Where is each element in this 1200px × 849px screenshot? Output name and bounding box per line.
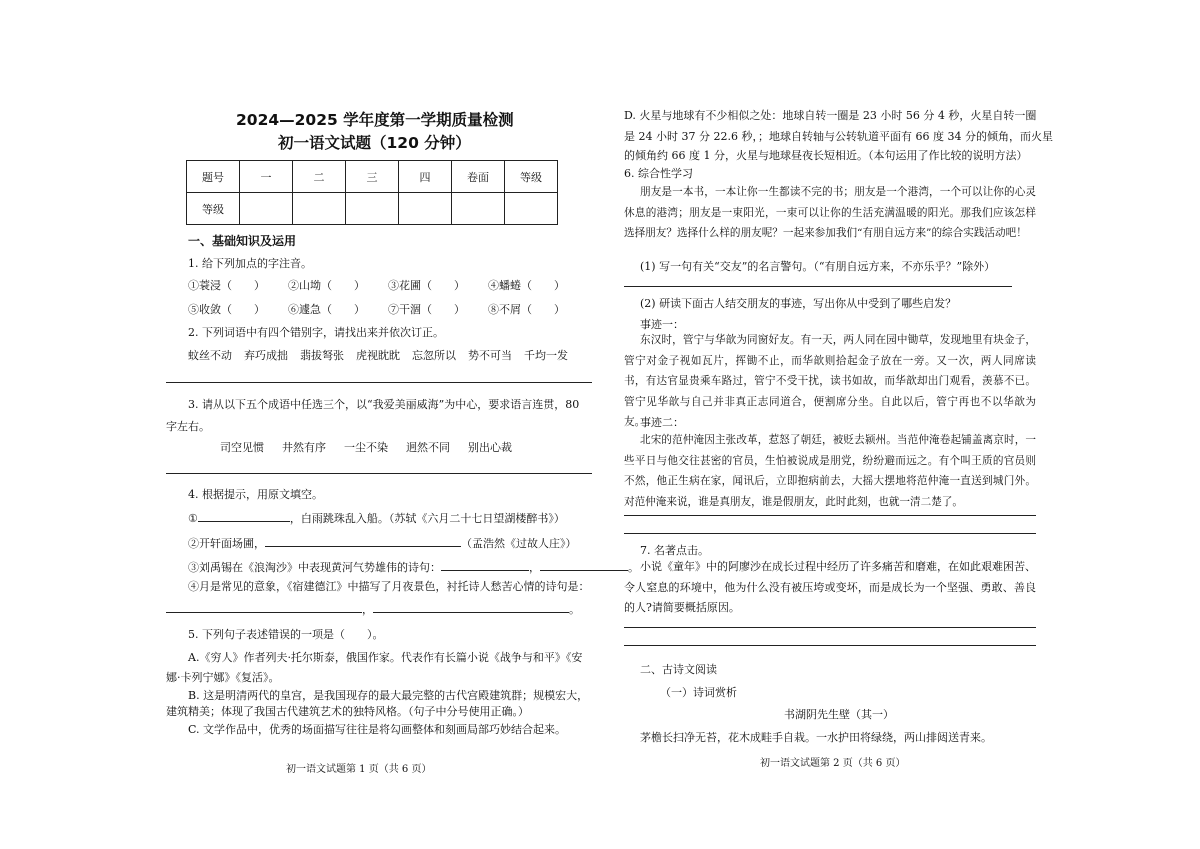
pinyin-item[interactable]: ⑤收敛（ ） — [188, 303, 265, 316]
idiom-item: 迥然不同 — [406, 441, 450, 454]
fill-blank[interactable] — [540, 559, 628, 571]
word-item: 虎视眈眈 — [356, 349, 400, 362]
question-3-stem: 3. 请从以下五个成语中任选三个，以“我爱美丽威海”为中心，要求语言连贯，80 — [188, 398, 580, 411]
question-4-stem: 4. 根据提示，用原文填空。 — [188, 488, 323, 501]
option-d: D. 火星与地球有不少相似之处：地球自转一圈是 23 小时 56 分 4 秒，火星自转一圈 — [624, 109, 1037, 122]
score-table-cell: 二 — [293, 161, 346, 193]
line-text: ③刘禹锡在《浪淘沙》中表现黄河气势雄伟的诗句： — [188, 561, 441, 574]
answer-line[interactable] — [624, 533, 1036, 534]
question-6-title: 6. 综合性学习 — [624, 167, 693, 180]
option-a: A.《穷人》作者列夫·托尔斯泰，俄国作家。代表作有长篇小说《战争与和平》《安 — [188, 651, 583, 664]
score-table-cell: 三 — [346, 161, 399, 193]
question-6-part-1: (1) 写一句有关“交友”的名言警句。（“有朋自远方来，不亦乐乎？”除外） — [640, 260, 996, 273]
line-text: ，白雨跳珠乱入船。（苏轼《六月二十七日望湖楼醉书》） — [289, 512, 565, 525]
question-1-stem: 1. 给下列加点的字注音。 — [188, 257, 312, 270]
pinyin-item[interactable]: ⑦干涸（ ） — [388, 303, 465, 316]
option-b-cont: 建筑精美；体现了我国古代建筑艺术的独特风格。（句子中分号使用正确。） — [166, 705, 529, 718]
idiom-item: 别出心裁 — [468, 441, 512, 454]
answer-line[interactable] — [166, 473, 592, 474]
idiom-item: 司空见惯 — [220, 441, 264, 454]
score-table-cell: 四 — [399, 161, 452, 193]
answer-line[interactable] — [624, 627, 1036, 628]
question-4-line-4: ④月是常见的意象，《宿建德江》中描写了月夜景色，衬托诗人愁苦心情的诗句是： — [188, 580, 590, 593]
pinyin-item[interactable]: ②山坳（ ） — [288, 279, 365, 292]
section-heading-1: 一、基础知识及运用 — [188, 234, 297, 248]
fill-blank[interactable] — [166, 601, 362, 613]
line-text: （孟浩然《过故人庄》） — [461, 537, 577, 550]
question-7-text: 小说《童年》中的阿廖沙在成长过程中经历了许多痛苦和磨难，在如此艰难困苦、令人窒息的环境中，他为什么没有被压垮或变坏，而是成长为一个坚强、勇敢、善良的人?请简要概括原因。 — [624, 560, 1036, 615]
question-1-row-2 — [188, 302, 588, 318]
score-cell-blank[interactable] — [240, 193, 293, 225]
sep: 。 — [569, 603, 580, 616]
score-cell-blank[interactable] — [452, 193, 505, 225]
word-item: 忘忽所以 — [412, 349, 456, 362]
question-4-line-3 — [188, 559, 639, 576]
answer-line[interactable] — [624, 515, 1036, 516]
option-d-cont: 的倾角约 66 度 1 分，火星与地球昼夜长短相近。（本句运用了作比较的说明方法） — [624, 149, 1028, 162]
sep: 。 — [628, 561, 639, 574]
question-5-stem: 5. 下列句子表述错误的一项是（ ）。 — [188, 628, 384, 641]
blank-marker: ① — [188, 512, 198, 525]
question-3-idioms — [220, 440, 530, 456]
score-table-grade-row — [187, 193, 558, 225]
word-item: 弃巧成拙 — [244, 349, 288, 362]
story-1-text: 东汉时，管宁与华歆为同窗好友。有一天，两人同在园中锄草，发现地里有块金子，管宁对金子视如瓦片，挥锄不止，而华歆则拾起金子放在一旁。又一次，两人同席读书，有达官显贵乘车路过，管宁不受干扰，读书如故，而华歆却出门观看，羡慕不已。管宁见华歆与自己并非真正志同道合，便割席分坐。自此以后，管宁再也不以华歆为友。 — [624, 334, 1036, 429]
score-cell-blank[interactable] — [399, 193, 452, 225]
score-cell-blank[interactable] — [293, 193, 346, 225]
line-text: ②开轩面场圃， — [188, 537, 265, 550]
answer-line[interactable] — [166, 382, 592, 383]
story-2-title: 事迹二： — [640, 416, 684, 429]
score-table-cell: 等级 — [187, 193, 240, 225]
word-item: 翡拔弩张 — [300, 349, 344, 362]
score-table-header-row — [187, 161, 558, 193]
question-7-title: 7. 名著点击。 — [640, 544, 709, 557]
answer-line[interactable] — [624, 645, 1036, 646]
score-cell-blank[interactable] — [346, 193, 399, 225]
score-cell-blank[interactable] — [505, 193, 558, 225]
question-4-line-5 — [166, 601, 580, 618]
word-item: 势不可当 — [468, 349, 512, 362]
word-item: 蚊丝不动 — [188, 349, 232, 362]
question-4-line-2 — [188, 535, 577, 552]
pinyin-item[interactable]: ④蟠蜷（ ） — [488, 279, 565, 292]
pinyin-item[interactable]: ③花圃（ ） — [388, 279, 465, 292]
sep: ， — [529, 561, 540, 574]
score-table-cell: 卷面 — [452, 161, 505, 193]
score-table-cell: 等级 — [505, 161, 558, 193]
pinyin-item[interactable]: ⑧不屑（ ） — [488, 303, 565, 316]
section-heading-2: 二、古诗文阅读 — [640, 663, 717, 676]
pinyin-item[interactable]: ①蓑浸（ ） — [188, 279, 265, 292]
fill-blank[interactable] — [441, 559, 529, 571]
page-footer: 初一语文试题第 2 页（共 6 页） — [760, 758, 906, 769]
question-6-part-2: (2) 研读下面古人结交朋友的事迹，写出你从中受到了哪些启发？ — [640, 297, 957, 310]
subsection-heading: （一）诗词赏析 — [660, 686, 737, 699]
question-6-intro: 朋友是一本书，一本让你一生都读不完的书；朋友是一个港湾，一个可以让你的心灵休息的港湾；朋友是一束阳光，一束可以让你的生活充满温暖的阳光。那我们应该怎样选择朋友？选择什么样的朋友呢？一起来参加我们“有朋自远方来”的综合实践活动吧！ — [624, 186, 1036, 240]
question-3-stem-cont: 字左右。 — [166, 420, 210, 433]
answer-line[interactable] — [624, 286, 1012, 287]
story-2-text: 北宋的范仲淹因主张改革，惹怒了朝廷，被贬去颍州。当范仲淹卷起铺盖离京时，一些平日与他交往甚密的官员，生怕被说成是朋党，纷纷避而远之。有个叫王质的官员则不然，他正生病在家，闻讯后，立即抱病前去，大摇大摆地将范仲淹一直送到城门外。对范仲淹来说，谁是真朋友，谁是假朋友，此时此刻，也就一清二楚了。 — [624, 434, 1036, 508]
option-c: C. 文学作品中，优秀的场面描写往往是将勾画整体和刻画局部巧妙结合起来。 — [188, 723, 567, 736]
fill-blank[interactable] — [373, 601, 569, 613]
question-1-row-1 — [188, 278, 588, 294]
question-4-line-1 — [188, 510, 565, 527]
option-a-cont: 娜·卡列宁娜》《复活》。 — [166, 671, 280, 684]
score-table-cell: 题号 — [187, 161, 240, 193]
exam-page-2 — [616, 0, 1053, 849]
question-2-words — [188, 348, 580, 364]
idiom-item: 一尘不染 — [344, 441, 388, 454]
poem-line: 茅檐长扫净无苔，花木成畦手自栽。一水护田将绿绕，两山排闼送青来。 — [640, 731, 992, 744]
exam-subtitle: 初一语文试题（120 分钟） — [278, 134, 471, 152]
fill-blank[interactable] — [265, 535, 461, 547]
option-d-cont: 是 24 小时 37 分 22.6 秒，；地球自转轴与公转轨道平面有 66 度 34 分的倾角，而火星 — [624, 130, 1053, 143]
exam-title: 2024—2025 学年度第一学期质量检测 — [236, 111, 514, 129]
option-b: B. 这是明清两代的皇宫，是我国现存的最大最完整的古代宫殿建筑群；规模宏大， — [188, 689, 589, 702]
word-item: 千均一发 — [524, 349, 568, 362]
score-table — [186, 160, 558, 225]
score-table-cell: 一 — [240, 161, 293, 193]
story-1-title: 事迹一： — [640, 318, 684, 331]
question-2-stem: 2. 下列词语中有四个错别字，请找出来并依次订正。 — [188, 326, 444, 339]
fill-blank[interactable] — [198, 510, 290, 522]
sep: ， — [362, 603, 373, 616]
idiom-item: 井然有序 — [282, 441, 326, 454]
exam-page-1 — [160, 0, 639, 849]
poem-title: 书湖阴先生壁（其一） — [784, 708, 894, 721]
pinyin-item[interactable]: ⑥遽急（ ） — [288, 303, 365, 316]
page-footer: 初一语文试题第 1 页（共 6 页） — [286, 764, 432, 775]
